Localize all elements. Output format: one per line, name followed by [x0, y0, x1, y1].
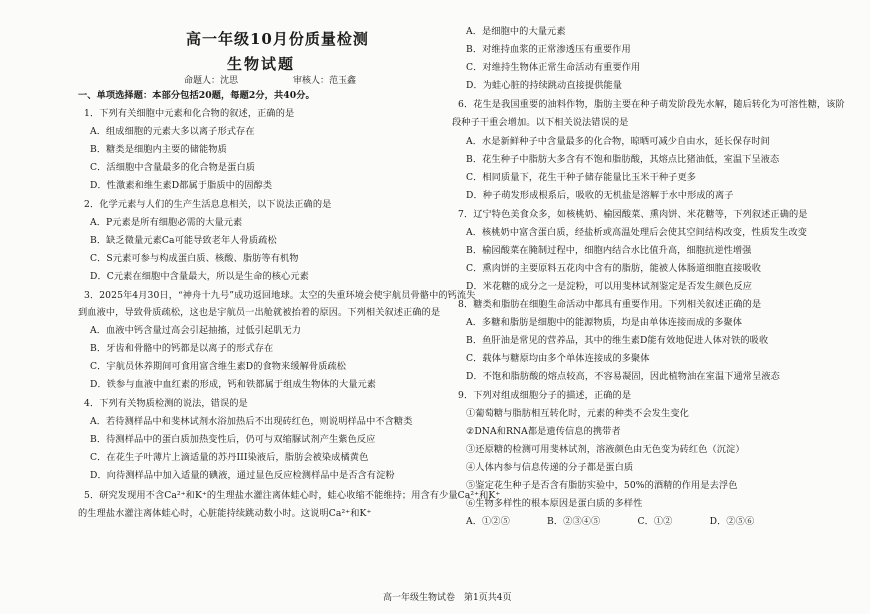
question-1-stem: 1．下列有关细胞中元素和化合物的叙述，正确的是: [84, 108, 295, 119]
question-8-option-b: B．鱼肝油是常见的营养品，其中的维生素D能有效地促进人体对铁的吸收: [466, 335, 769, 346]
question-2-option-d: D．C元素在细胞中含量最大，所以是生命的核心元素: [90, 271, 309, 282]
question-3-option-c: C．宇航员休养期间可食用富含维生素D的食物来缓解骨质疏松: [90, 361, 347, 372]
question-6-option-d: D．种子萌发形成根系后，吸收的无机盐是溶解于水中形成的离子: [466, 190, 734, 201]
question-6-stem-line1: 6．花生是我国重要的油料作物，脂肪主要在种子萌发阶段先水解，随后转化为可溶性糖，该阶: [458, 99, 845, 110]
question-5-stem-line1: 5．研究发现用不含Ca²⁺和K⁺的生理盐水灌注离体蛙心时，蛙心收缩不能维持；用含有少量Ca²⁺和K⁺: [84, 490, 501, 501]
question-7-option-b: B．榆园酸菜在腌制过程中，细胞内结合水比值升高，细胞抗逆性增强: [466, 245, 752, 256]
question-7-option-a: A．核桃奶中富含蛋白质，经盐析或高温处理后会使其空间结构改变，性质发生改变: [466, 227, 808, 238]
question-1-option-d: D．性激素和维生素D都属于脂质中的固醇类: [90, 180, 273, 191]
exam-title: 高一年级10月份质量检测: [186, 30, 369, 48]
question-7-stem: 7．辽宁特色美食众多，如核桃奶、榆园酸菜、熏肉饼、米花糖等，下列叙述正确的是: [458, 209, 808, 220]
question-3-option-a: A．血液中钙含量过高会引起抽搐，过低引起肌无力: [90, 325, 302, 336]
question-2-option-a: A．P元素是所有细胞必需的大量元素: [90, 217, 243, 228]
question-4-option-d: D．向待测样品中加入适量的碘液，通过显色反应检测样品中是否含有淀粉: [90, 470, 395, 481]
question-3-stem-line1: 3．2025年4月30日，“神舟十九号”成功返回地球。太空的失重环境会使宇航员骨骼中的钙流失: [84, 290, 476, 301]
section-heading: 一、单项选择题：本部分包括20题，每题2分，共40分。: [78, 90, 315, 101]
question-8-stem: 8．糖类和脂肪在细胞生命活动中都具有重要作用。下列相关叙述正确的是: [458, 299, 762, 310]
question-9-statement-6: ⑥生物多样性的根本原因是蛋白质的多样性: [466, 498, 643, 509]
reviewer-label: 审核人：范玉鑫: [293, 76, 357, 86]
question-9-stem: 9．下列对组成细胞分子的描述，正确的是: [458, 390, 632, 401]
question-4-stem: 4．下列有关物质检测的说法，错误的是: [84, 398, 248, 409]
question-5-option-b: B．对维持血浆的正常渗透压有重要作用: [466, 44, 631, 55]
question-1-option-c: C．活细胞中含量最多的化合物是蛋白质: [90, 162, 256, 173]
question-6-option-a: A．水是新鲜种子中含量最多的化合物，晾晒可减少自由水，延长保存时间: [466, 136, 770, 147]
question-8-option-c: C．载体与糖原均由多个单体连接成的多聚体: [466, 353, 650, 364]
question-8-option-a: A．多糖和脂肪是细胞中的能源物质，均是由单体连接而成的多聚体: [466, 317, 743, 328]
question-5-stem-line2: 的生理盐水灌注离体蛙心时，心脏能持续跳动数小时。这说明Ca²⁺和K⁺: [78, 508, 372, 519]
question-7-option-d: D．米花糖的成分之一是淀粉，可以用斐林试剂鉴定是否发生颜色反应: [466, 281, 753, 292]
question-2-option-c: C．S元素可参与构成蛋白质、核酸、脂肪等有机物: [90, 253, 299, 264]
question-2-stem: 2．化学元素与人们的生产生活息息相关，以下说法正确的是: [84, 199, 332, 210]
question-6-option-b: B．花生种子中脂肪大多含有不饱和脂肪酸，其熔点比猪油低，室温下呈液态: [466, 154, 780, 165]
question-9-statement-4: ④人体内参与信息传递的分子都是蛋白质: [466, 462, 634, 473]
question-3-option-b: B．牙齿和骨骼中的钙都是以离子的形式存在: [90, 343, 274, 354]
question-4-option-b: B．待测样品中的蛋白质加热变性后，仍可与双缩脲试剂产生紫色反应: [90, 434, 376, 445]
page-footer: 高一年级生物试卷 第1页共4页: [383, 593, 512, 603]
question-1-option-a: A．组成细胞的元素大多以离子形式存在: [90, 126, 255, 137]
subject-title: 生物试题: [227, 55, 296, 73]
question-6-stem-line2: 段种子干重会增加。以下相关说法错误的是: [452, 117, 629, 128]
question-6-option-c: C．相同质量下，花生干种子储存能量比玉米干种子更多: [466, 172, 697, 183]
question-9-statement-5: ⑤鉴定花生种子是否含有脂肪实验中，50%的酒精的作用是去浮色: [466, 480, 738, 491]
question-4-option-c: C．在花生子叶薄片上滴适量的苏丹III染液后，脂肪会被染成橘黄色: [90, 452, 369, 463]
question-9-options: A．①②⑤ B．②③④⑤ C．①② D．②⑤⑥: [466, 516, 755, 527]
question-8-option-d: D．不饱和脂肪酸的熔点较高，不容易凝固，因此植物油在室温下通常呈液态: [466, 371, 780, 382]
question-2-option-b: B．缺乏微量元素Ca可能导致老年人骨质疏松: [90, 235, 277, 246]
question-9-statement-3: ③还原糖的检测可用斐林试剂，溶液颜色由无色变为砖红色（沉淀）: [466, 444, 745, 455]
question-7-option-c: C．熏肉饼的主要原料五花肉中含有的脂肪，能被人体肠道细胞直接吸收: [466, 263, 762, 274]
question-3-option-d: D．铁参与血液中血红素的形成，钙和铁都属于组成生物体的大量元素: [90, 379, 377, 390]
question-9-statement-2: ②DNA和RNA都是遗传信息的携带者: [466, 426, 621, 437]
question-3-stem-line2: 到血液中，导致骨质疏松，这也是宇航员一出舱就被抬着的原因。下列相关叙述正确的是: [78, 307, 441, 318]
question-5-option-a: A．是细胞中的大量元素: [466, 26, 566, 37]
question-9-statement-1: ①葡萄糖与脂肪相互转化时，元素的种类不会发生变化: [466, 408, 689, 419]
question-1-option-b: B．糖类是细胞内主要的储能物质: [90, 144, 227, 155]
author-label: 命题人：沈思: [184, 76, 239, 86]
question-5-option-d: D．为蛙心脏的持续跳动直接提供能量: [466, 80, 623, 91]
question-4-option-a: A．若待测样品中和斐林试剂水浴加热后不出现砖红色，则说明样品中不含糖类: [90, 416, 413, 427]
question-5-option-c: C．对维持生物体正常生命活动有重要作用: [466, 62, 641, 73]
